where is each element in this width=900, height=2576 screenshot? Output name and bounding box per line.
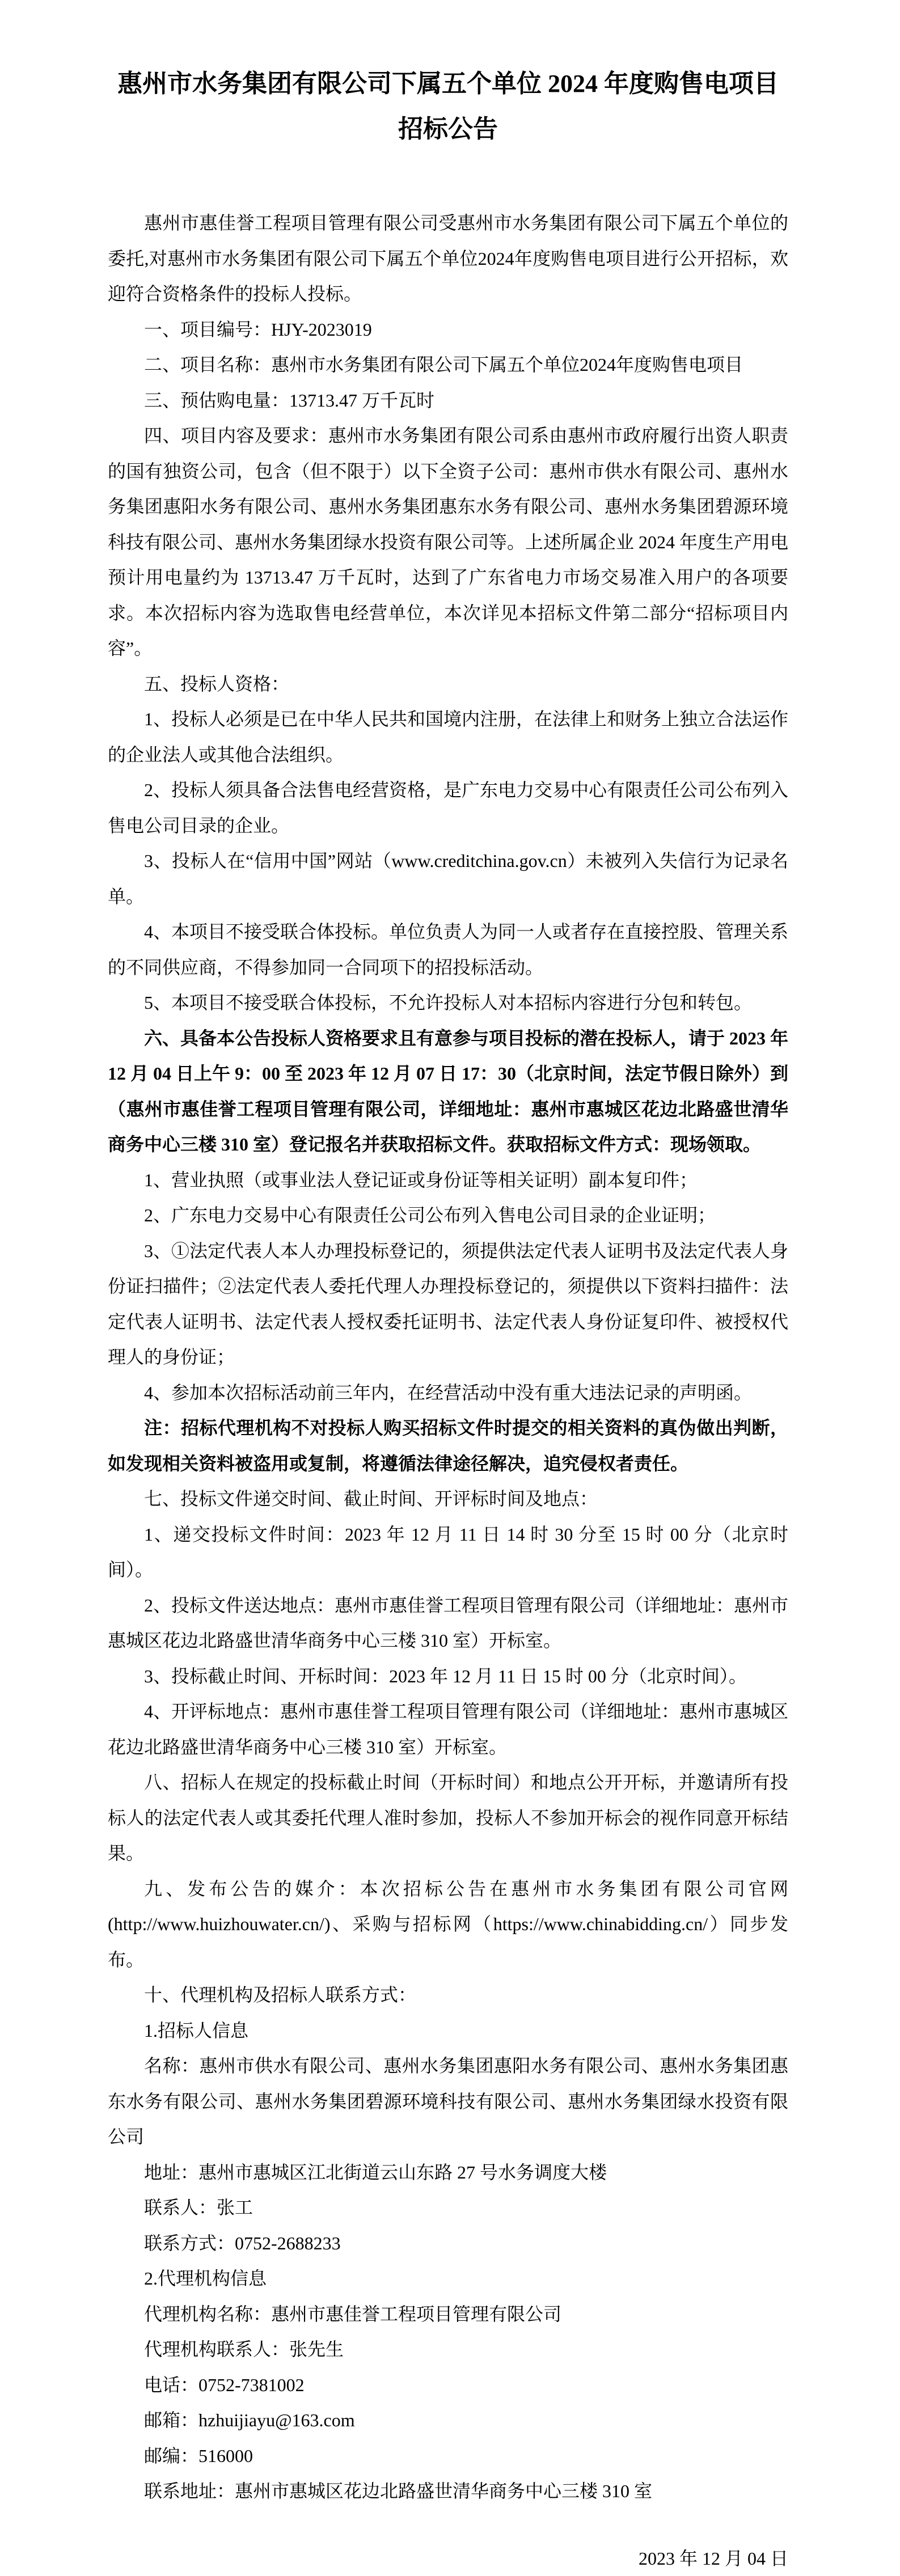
agency-contact-person-line: 代理机构联系人：张先生 bbox=[108, 2332, 788, 2367]
qualification-item-4: 4、本项目不接受联合体投标。单位负责人为同一人或者存在直接控股、管理关系的不同供应商，不得参加同一合同项下的招投标活动。 bbox=[108, 914, 788, 985]
project-number-line: 一、项目编号：HJY-2023019 bbox=[108, 312, 788, 348]
project-content-paragraph: 四、项目内容及要求：惠州市水务集团有限公司系由惠州市政府履行出资人职责的国有独资公司，包含（但不限于）以下全资子公司：惠州市供水有限公司、惠州水务集团惠阳水务有限公司、惠州水务集团惠东水务有限公司、惠州水务集团碧源环境科技有限公司、惠州水务集团绿水投资有限公司等。上述所属企业 2024 年度生产用电预计用电量约为 13713.47 万千瓦时，达到了广东省电力市场交易准入用户的各项要求。本次招标内容为选取售电经营单位，本次详见本招标文件第二部分“招标项目内容”。 bbox=[108, 418, 788, 666]
title-line-notice: 招标公告 bbox=[108, 107, 788, 152]
contact-heading: 十、代理机构及招标人联系方式： bbox=[108, 1977, 788, 2013]
agency-phone-line: 电话：0752-7381002 bbox=[108, 2367, 788, 2403]
agency-email-line: 邮箱：hzhuijiayu@163.com bbox=[108, 2402, 788, 2438]
tenderer-name-line: 名称：惠州市供水有限公司、惠州水务集团惠阳水务有限公司、惠州水务集团惠东水务有限公司、惠州水务集团碧源环境科技有限公司、惠州水务集团绿水投资有限公司 bbox=[108, 2048, 788, 2155]
page-title bbox=[108, 61, 788, 152]
tenderer-address-line: 地址：惠州市惠城区江北街道云山东路 27 号水务调度大楼 bbox=[108, 2155, 788, 2190]
registration-notice-paragraph: 六、具备本公告投标人资格要求且有意参与项目投标的潜在投标人，请于 2023 年 12 月 04 日上午 9：00 至 2023 年 12 月 07 日 17：30（北京时间，法定节假日除外）到（惠州市惠佳誉工程项目管理有限公司，详细地址：惠州市惠城区花边北路盛世清华商务中心三楼 310 室）登记报名并获取招标文件。获取招标文件方式：现场领取。 bbox=[108, 1021, 788, 1162]
bid-opening-paragraph: 八、招标人在规定的投标截止时间（开标时间）和地点公开开标，并邀请所有投标人的法定代表人或其委托代理人准时参加，投标人不参加开标会的视作同意开标结果。 bbox=[108, 1765, 788, 1871]
agency-address-line: 联系地址：惠州市惠城区花边北路盛世清华商务中心三楼 310 室 bbox=[108, 2473, 788, 2509]
bid-submission-time-line: 1、递交投标文件时间：2023 年 12 月 11 日 14 时 30 分至 15 时 00 分（北京时间）。 bbox=[108, 1517, 788, 1588]
intro-paragraph: 惠州市惠佳誉工程项目管理有限公司受惠州市水务集团有限公司下属五个单位的委托,对惠州市水务集团有限公司下属五个单位2024年度购售电项目进行公开招标，欢迎符合资格条件的投标人投标。 bbox=[108, 205, 788, 312]
bid-submission-heading: 七、投标文件递交时间、截止时间、开评标时间及地点： bbox=[108, 1481, 788, 1517]
estimated-purchase-volume-line: 三、预估购电量：13713.47 万千瓦时 bbox=[108, 383, 788, 418]
qualification-item-5: 5、本项目不接受联合体投标，不允许投标人对本招标内容进行分包和转包。 bbox=[108, 985, 788, 1021]
tenderer-contact-person-line: 联系人：张工 bbox=[108, 2190, 788, 2226]
tenderer-contact-phone-line: 联系方式：0752-2688233 bbox=[108, 2226, 788, 2261]
document-body bbox=[108, 205, 788, 2509]
bid-opening-place-line: 4、开评标地点：惠州市惠佳誉工程项目管理有限公司（详细地址：惠州市惠城区花边北路盛世清华商务中心三楼 310 室）开标室。 bbox=[108, 1694, 788, 1765]
registration-material-3: 3、①法定代表人本人办理投标登记的，须提供法定代表人证明书及法定代表人身份证扫描件；②法定代表人委托代理人办理投标登记的，须提供以下资料扫描件：法定代表人证明书、法定代表人授权委托证明书、法定代表人身份证复印件、被授权代理人的身份证； bbox=[108, 1233, 788, 1375]
tenderer-info-heading: 1.招标人信息 bbox=[108, 2013, 788, 2049]
agency-name-line: 代理机构名称：惠州市惠佳誉工程项目管理有限公司 bbox=[108, 2296, 788, 2332]
bidder-qualification-heading: 五、投标人资格： bbox=[108, 666, 788, 702]
registration-material-4: 4、参加本次招标活动前三年内，在经营活动中没有重大违法记录的声明函。 bbox=[108, 1375, 788, 1411]
agency-postcode-line: 邮编：516000 bbox=[108, 2438, 788, 2474]
title-line-project: 惠州市水务集团有限公司下属五个单位 2024 年度购售电项目 bbox=[108, 61, 788, 107]
qualification-item-2: 2、投标人须具备合法售电经营资格，是广东电力交易中心有限责任公司公布列入售电公司目录的企业。 bbox=[108, 772, 788, 843]
registration-material-1: 1、营业执照（或事业法人登记证或身份证等相关证明）副本复印件； bbox=[108, 1162, 788, 1198]
announcement-media-paragraph: 九、发布公告的媒介：本次招标公告在惠州市水务集团有限公司官网(http://www.huizhouwater.cn/)、采购与招标网（https://www.chinabidding.cn/）同步发布。 bbox=[108, 1871, 788, 1978]
qualification-item-1: 1、投标人必须是已在中华人民共和国境内注册，在法律上和财务上独立合法运作的企业法人或其他合法组织。 bbox=[108, 701, 788, 772]
agency-info-heading: 2.代理机构信息 bbox=[108, 2261, 788, 2296]
qualification-item-3: 3、投标人在“信用中国”网站（www.creditchina.gov.cn）未被列入失信行为记录名单。 bbox=[108, 843, 788, 914]
issue-date-line: 2023 年 12 月 04 日 bbox=[108, 2541, 788, 2576]
bid-deadline-line: 3、投标截止时间、开标时间：2023 年 12 月 11 日 15 时 00 分（北京时间）。 bbox=[108, 1659, 788, 1694]
bid-delivery-place-line: 2、投标文件送达地点：惠州市惠佳誉工程项目管理有限公司（详细地址：惠州市惠城区花边北路盛世清华商务中心三楼 310 室）开标室。 bbox=[108, 1588, 788, 1659]
project-name-line: 二、项目名称：惠州市水务集团有限公司下属五个单位2024年度购售电项目 bbox=[108, 347, 788, 383]
agency-note-paragraph: 注：招标代理机构不对投标人购买招标文件时提交的相关资料的真伪做出判断，如发现相关资料被盗用或复制，将遵循法律途径解决，追究侵权者责任。 bbox=[108, 1410, 788, 1481]
registration-material-2: 2、广东电力交易中心有限责任公司公布列入售电公司目录的企业证明； bbox=[108, 1198, 788, 1233]
